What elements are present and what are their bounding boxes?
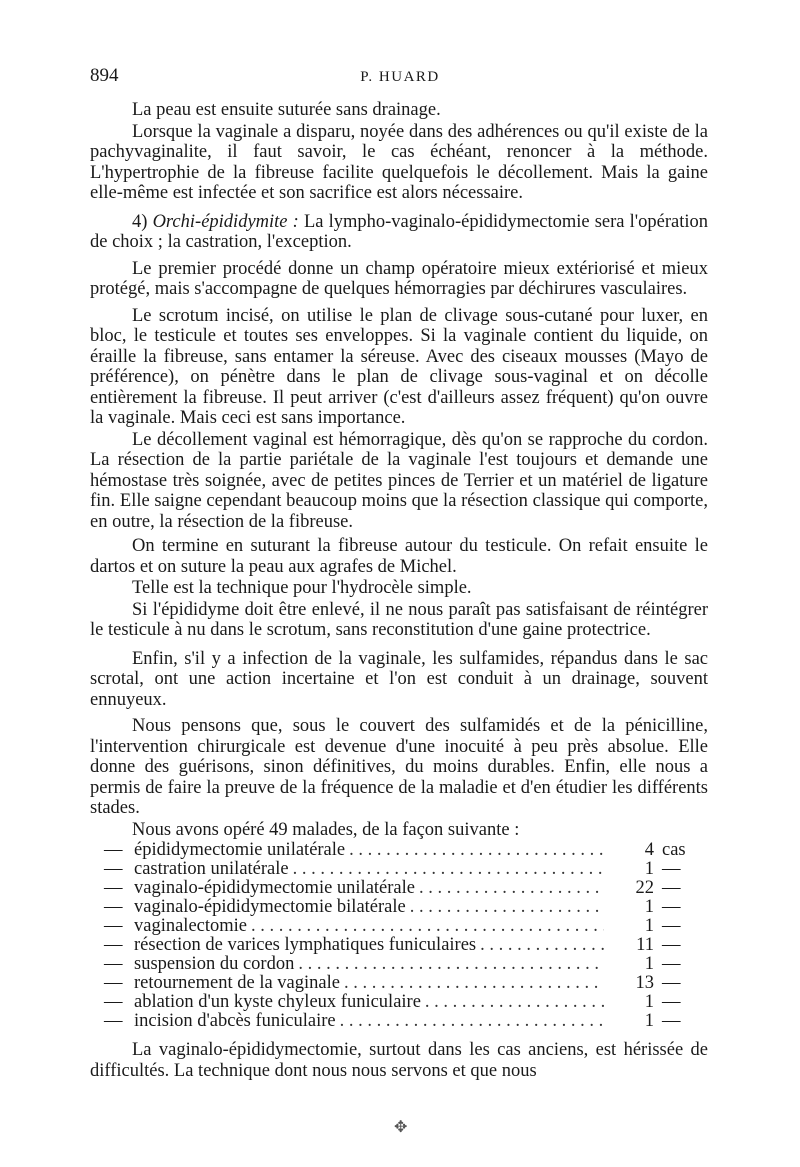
operation-count: 1 xyxy=(644,897,654,917)
paragraph: La peau est ensuite suturée sans drainage. xyxy=(132,100,441,120)
paragraph-text: La lympho-vaginalo-épididymectomie sera l'opération de choix ; la castration, l'exception. xyxy=(90,211,708,252)
running-head-author: P. HUARD xyxy=(360,69,440,85)
operation-unit: — xyxy=(662,954,681,974)
list-item xyxy=(90,936,708,955)
list-item xyxy=(90,993,708,1012)
paragraph: Si l'épididyme doit être enlevé, il ne nous paraît pas satisfaisant de réintégrer le testicule à nu dans le scrotum, sans reconstitution d'une gaine protectrice. xyxy=(90,599,708,640)
list-dash: — xyxy=(104,897,123,917)
operation-unit: — xyxy=(662,878,681,898)
operation-label: retournement de la vaginale xyxy=(134,973,340,993)
dot-leader xyxy=(419,879,604,898)
dot-leader xyxy=(410,898,604,917)
list-item xyxy=(90,841,708,860)
dot-leader xyxy=(349,841,604,860)
list-item xyxy=(90,898,708,917)
operation-label: épididymectomie unilatérale xyxy=(134,840,346,860)
list-dash: — xyxy=(104,954,123,974)
list-dash: — xyxy=(104,859,123,879)
operation-count: 4 xyxy=(644,840,654,860)
paragraph-orchi-epididymite xyxy=(90,212,708,253)
list-dash: — xyxy=(104,878,123,898)
operation-count: 1 xyxy=(644,859,654,879)
operation-label: incision d'abcès funiculaire xyxy=(134,1011,336,1031)
paragraph: Le décollement vaginal est hémorragique, dès qu'on se rapproche du cordon. La résection de la partie pariétale de la vaginale l'est toujours et demande une hémostase très soignée, avec de petites pinces de Terrier et un matériel de ligature fin. Elle saigne cependant beaucoup moins que la résection classique qui comporte, en outre, la résection de la fibreuse. xyxy=(90,429,708,532)
list-dash: — xyxy=(104,935,123,955)
list-dash: — xyxy=(104,973,123,993)
operation-count: 1 xyxy=(644,954,654,974)
paragraph: Nous pensons que, sous le couvert des sulfamidés et de la pénicilline, l'intervention chirurgicale est devenue d'une inocuité à peu près absolue. Elle donne des guérisons, sinon définitives, du moins durables. Enfin, elle nous a permis de faire la preuve de la fréquence de la maladie et d'en étudier les différents stades. xyxy=(90,716,708,818)
body-text xyxy=(90,100,708,1082)
paragraph: La vaginalo-épididymectomie, surtout dans les cas anciens, est hérissée de difficultés. La technique dont nous nous servons et que nous xyxy=(90,1040,708,1081)
operation-label: vaginalo-épididymectomie unilatérale xyxy=(134,878,415,898)
list-item xyxy=(90,917,708,936)
list-dash: — xyxy=(104,840,123,860)
operation-unit: — xyxy=(662,859,681,879)
list-item xyxy=(90,879,708,898)
operation-unit: — xyxy=(662,916,681,936)
list-dash: — xyxy=(104,916,123,936)
operation-unit: — xyxy=(662,973,681,993)
page-number: 894 xyxy=(90,65,119,86)
dot-leader xyxy=(251,917,604,936)
paragraph: Nous avons opéré 49 malades, de la façon suivante : xyxy=(132,819,520,840)
paragraph: On termine en suturant la fibreuse autour du testicule. On refait ensuite le dartos et on suture la peau aux agrafes de Michel. xyxy=(90,536,708,577)
paragraph: Telle est la technique pour l'hydrocèle simple. xyxy=(132,578,472,598)
operation-unit: — xyxy=(662,897,681,917)
operation-unit: — xyxy=(662,935,681,955)
running-head xyxy=(90,66,710,88)
paragraph: Enfin, s'il y a infection de la vaginale, les sulfamides, répandus dans le sac scrotal, ont une action incertaine et l'on est conduit à un drainage, souvent ennuyeux. xyxy=(90,648,708,710)
list-dash: — xyxy=(104,1011,123,1031)
operation-label: ablation d'un kyste chyleux funiculaire xyxy=(134,992,421,1012)
paragraph: Lorsque la vaginale a disparu, noyée dans des adhérences ou qu'il existe de la pachyvaginalite, il faut savoir, le cas échéant, renoncer à la méthode. L'hypertrophie de la fibreuse facilite quelquefois le décollement. Mais la gaine elle-même est infectée et son sacrifice est alors nécessaire. xyxy=(90,121,708,203)
dot-leader xyxy=(425,993,604,1012)
operation-label: vaginalo-épididymectomie bilatérale xyxy=(134,897,406,917)
operation-count: 1 xyxy=(644,992,654,1012)
operation-count: 13 xyxy=(635,973,654,993)
paragraph: Le scrotum incisé, on utilise le plan de clivage sous-cutané pour luxer, en bloc, le testicule et toutes ses enveloppes. Si la vaginale contient du liquide, on éraille la fibreuse, sans entamer la séreuse. Avec des ciseaux mousses (Mayo de préférence), on pénètre dans le plan de clivage sous-vaginal et on décolle entièrement la fibreuse. Il peut arriver (c'est d'ailleurs assez fréquent) qu'on ouvre la vaginale. Mais ceci est sans importance. xyxy=(90,305,708,428)
operation-label: vaginalectomie xyxy=(134,916,248,936)
section-heading: Orchi-épididymite : xyxy=(152,211,299,232)
list-item xyxy=(90,974,708,993)
operation-count: 11 xyxy=(636,935,654,955)
operation-unit: cas xyxy=(662,840,686,860)
operation-unit: — xyxy=(662,1011,681,1031)
operation-count: 1 xyxy=(644,1011,654,1031)
paragraph: Le premier procédé donne un champ opératoire mieux extériorisé et mieux protégé, mais s'accompagne de quelques hémorragies par déchirures vasculaires. xyxy=(90,258,708,299)
list-item xyxy=(90,955,708,974)
dot-leader xyxy=(293,860,604,879)
operation-count: 1 xyxy=(644,916,654,936)
footer-ornament: ✥ xyxy=(394,1119,408,1136)
dot-leader xyxy=(340,1012,604,1031)
operation-unit: — xyxy=(662,992,681,1012)
dot-leader xyxy=(480,936,604,955)
list-item xyxy=(90,1012,708,1031)
operation-count: 22 xyxy=(635,878,654,898)
operation-label: castration unilatérale xyxy=(134,859,289,879)
operations-list xyxy=(90,841,708,1031)
dot-leader xyxy=(344,974,604,993)
operation-label: résection de varices lymphatiques funiculaires xyxy=(134,935,477,955)
list-dash: — xyxy=(104,992,123,1012)
section-number: 4) xyxy=(132,211,153,232)
list-item xyxy=(90,860,708,879)
dot-leader xyxy=(298,955,604,974)
operation-label: suspension du cordon xyxy=(134,954,295,974)
